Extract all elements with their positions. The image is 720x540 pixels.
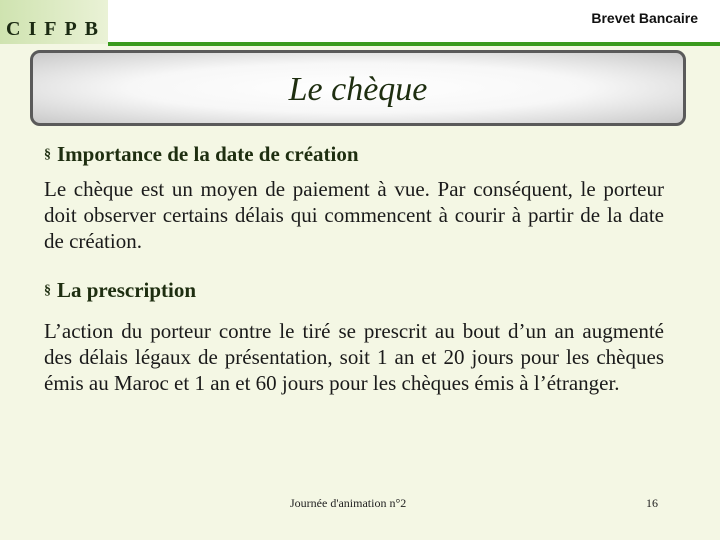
slide-title: Le chèque	[288, 71, 428, 108]
header-divider	[108, 42, 720, 46]
program-label: Brevet Bancaire	[591, 10, 698, 26]
section-heading-label: La prescription	[57, 278, 197, 302]
section-paragraph-date-creation: Le chèque est un moyen de paiement à vue. Par conséquent, le porteur doit observer certains délais qui commencent à courir à partir de la date de création.	[44, 177, 664, 253]
section-heading-prescription	[44, 278, 196, 303]
section-heading-label: Importance de la date de création	[57, 142, 359, 166]
page-number: 16	[646, 496, 658, 510]
section-heading-date-creation	[44, 142, 359, 167]
section-paragraph-prescription: L’action du porteur contre le tiré se prescrit au bout d’un an augmenté des délais légaux de présentation, soit 1 an et 20 jours pour les chèques émis au Maroc et 1 an et 60 jours pour les chèques émis à l’étranger.	[44, 319, 664, 395]
title-banner	[30, 50, 686, 126]
bullet-icon: §	[44, 147, 51, 162]
footer-event: Journée d'animation n°2	[290, 496, 407, 510]
bullet-icon: §	[44, 283, 51, 298]
cifpb-logo: CIFPB	[6, 18, 106, 40]
